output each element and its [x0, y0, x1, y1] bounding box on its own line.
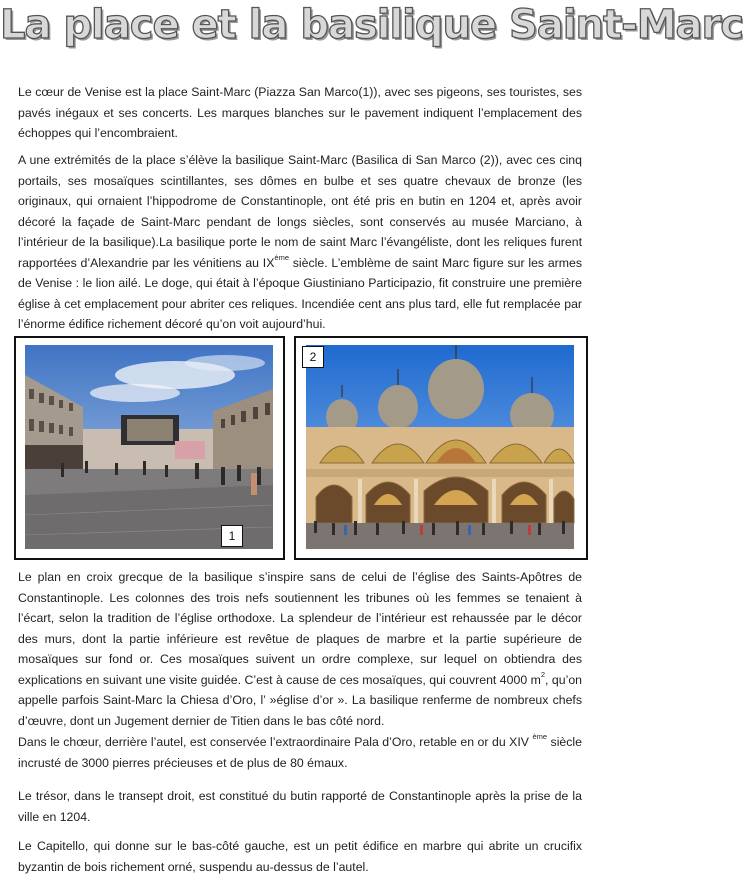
photo-number-1: 1 [221, 525, 243, 547]
paragraph-pala-doro [18, 732, 582, 773]
paragraph-interior-text: Le plan en croix grecque de la basilique s’inspire sans de celui de l’église des Saints-Apôtres de Constantinople. Les colonnes des trois nefs soutiennent les tribunes où les femmes se tenaient à l’écart, selon la tradition de l’église orthodoxe. La splendeur de l’intérieur est rehaussée par le décor des murs, dont la partie inférieure est revêtue de plaques de marbre et la partie supérieure de mosaïques sur fond or. Ces mosaïques suivent un ordre complexe, sur lequel on obtiendra des explications en suivant une visite guidée. C’est à cause de ces mosaïques, qui couvrent 4000 m [18, 570, 582, 687]
paragraph-tresor: Le trésor, dans le transept droit, est constitué du butin rapporté de Constantinople après la prise de la ville en 1204. [18, 789, 582, 824]
page-title: La place et la basilique Saint-Marc [0, 2, 743, 48]
paragraph-piazza: Le cœur de Venise est la place Saint-Marc (Piazza San Marco(1)), avec ses pigeons, ses touristes, ses pavés inégaux et ses concerts. Les marques blanches sur le pavement indiquent l’emplacement des échoppes qui l’encombraient. [18, 85, 582, 140]
photo-number-2: 2 [302, 346, 324, 368]
piazza-image [25, 345, 273, 549]
paragraph-basilica-text: A une extrémités de la place s’élève la basilique Saint-Marc (Basilica di San Marco (2)), avec ces cinq portails, ses mosaïques scintillantes, ses dômes en bulbe et ses quatre chevaux de bronze (les originaux, qui ornaient l’hippodrome de Constantinople, ont été pris en butin en 1204 et, après avoir décoré la façade de Saint-Marc pendant de longs siècles, sont conservés au musée Marciano, à l’intérieur de la basilique).La basilique porte le nom de saint Marc l’évangéliste, dont les reliques furent rapportées d’Alexandrie par les vénitiens au IX [18, 153, 582, 270]
paragraph-basilica [18, 150, 582, 335]
paragraph-capitello: Le Capitello, qui donne sur le bas-côté gauche, est un petit édifice en marbre qui abrite un crucifix byzantin de bois richement orné, suspendu au-dessus de l’autel. [18, 839, 582, 874]
basilica-image [306, 345, 574, 549]
square-superscript: 2 [540, 669, 546, 679]
photo-basilica-san-marco [294, 336, 588, 560]
paragraph-pala-text-end: siècle incrusté de 3000 pierres précieuses et de plus de 80 émaux. [18, 735, 582, 770]
paragraph-interior-text-end: , qu’on appelle parfois Saint-Marc la Chiesa d’Oro, l’ »église d’or ». La basilique renferme de nombreux chefs d’œuvre, dont un Jugement dernier de Titien dans le bas côté nord. [18, 672, 582, 728]
paragraph-interior [18, 567, 582, 731]
paragraph-basilica-text-end: siècle. L’emblème de saint Marc figure sur les armes de Venise : le lion ailé. Le doge, qui était à l’époque Giustiniano Participazio, fit construire une première église à cet emplacement pour abriter ces reliques. Incendiée cent ans plus tard, elle fut remplacée par l’énorme édifice richement décoré qu’on voit aujourd’hui. [18, 255, 582, 331]
paragraph-pala-text: Dans le chœur, derrière l’autel, est conservée l’extraordinaire Pala d’Oro, retable en or du XIV [18, 735, 533, 749]
ordinal-superscript: ème [274, 252, 290, 262]
century-superscript: ème [532, 732, 548, 741]
photo-piazza-san-marco [14, 336, 285, 560]
